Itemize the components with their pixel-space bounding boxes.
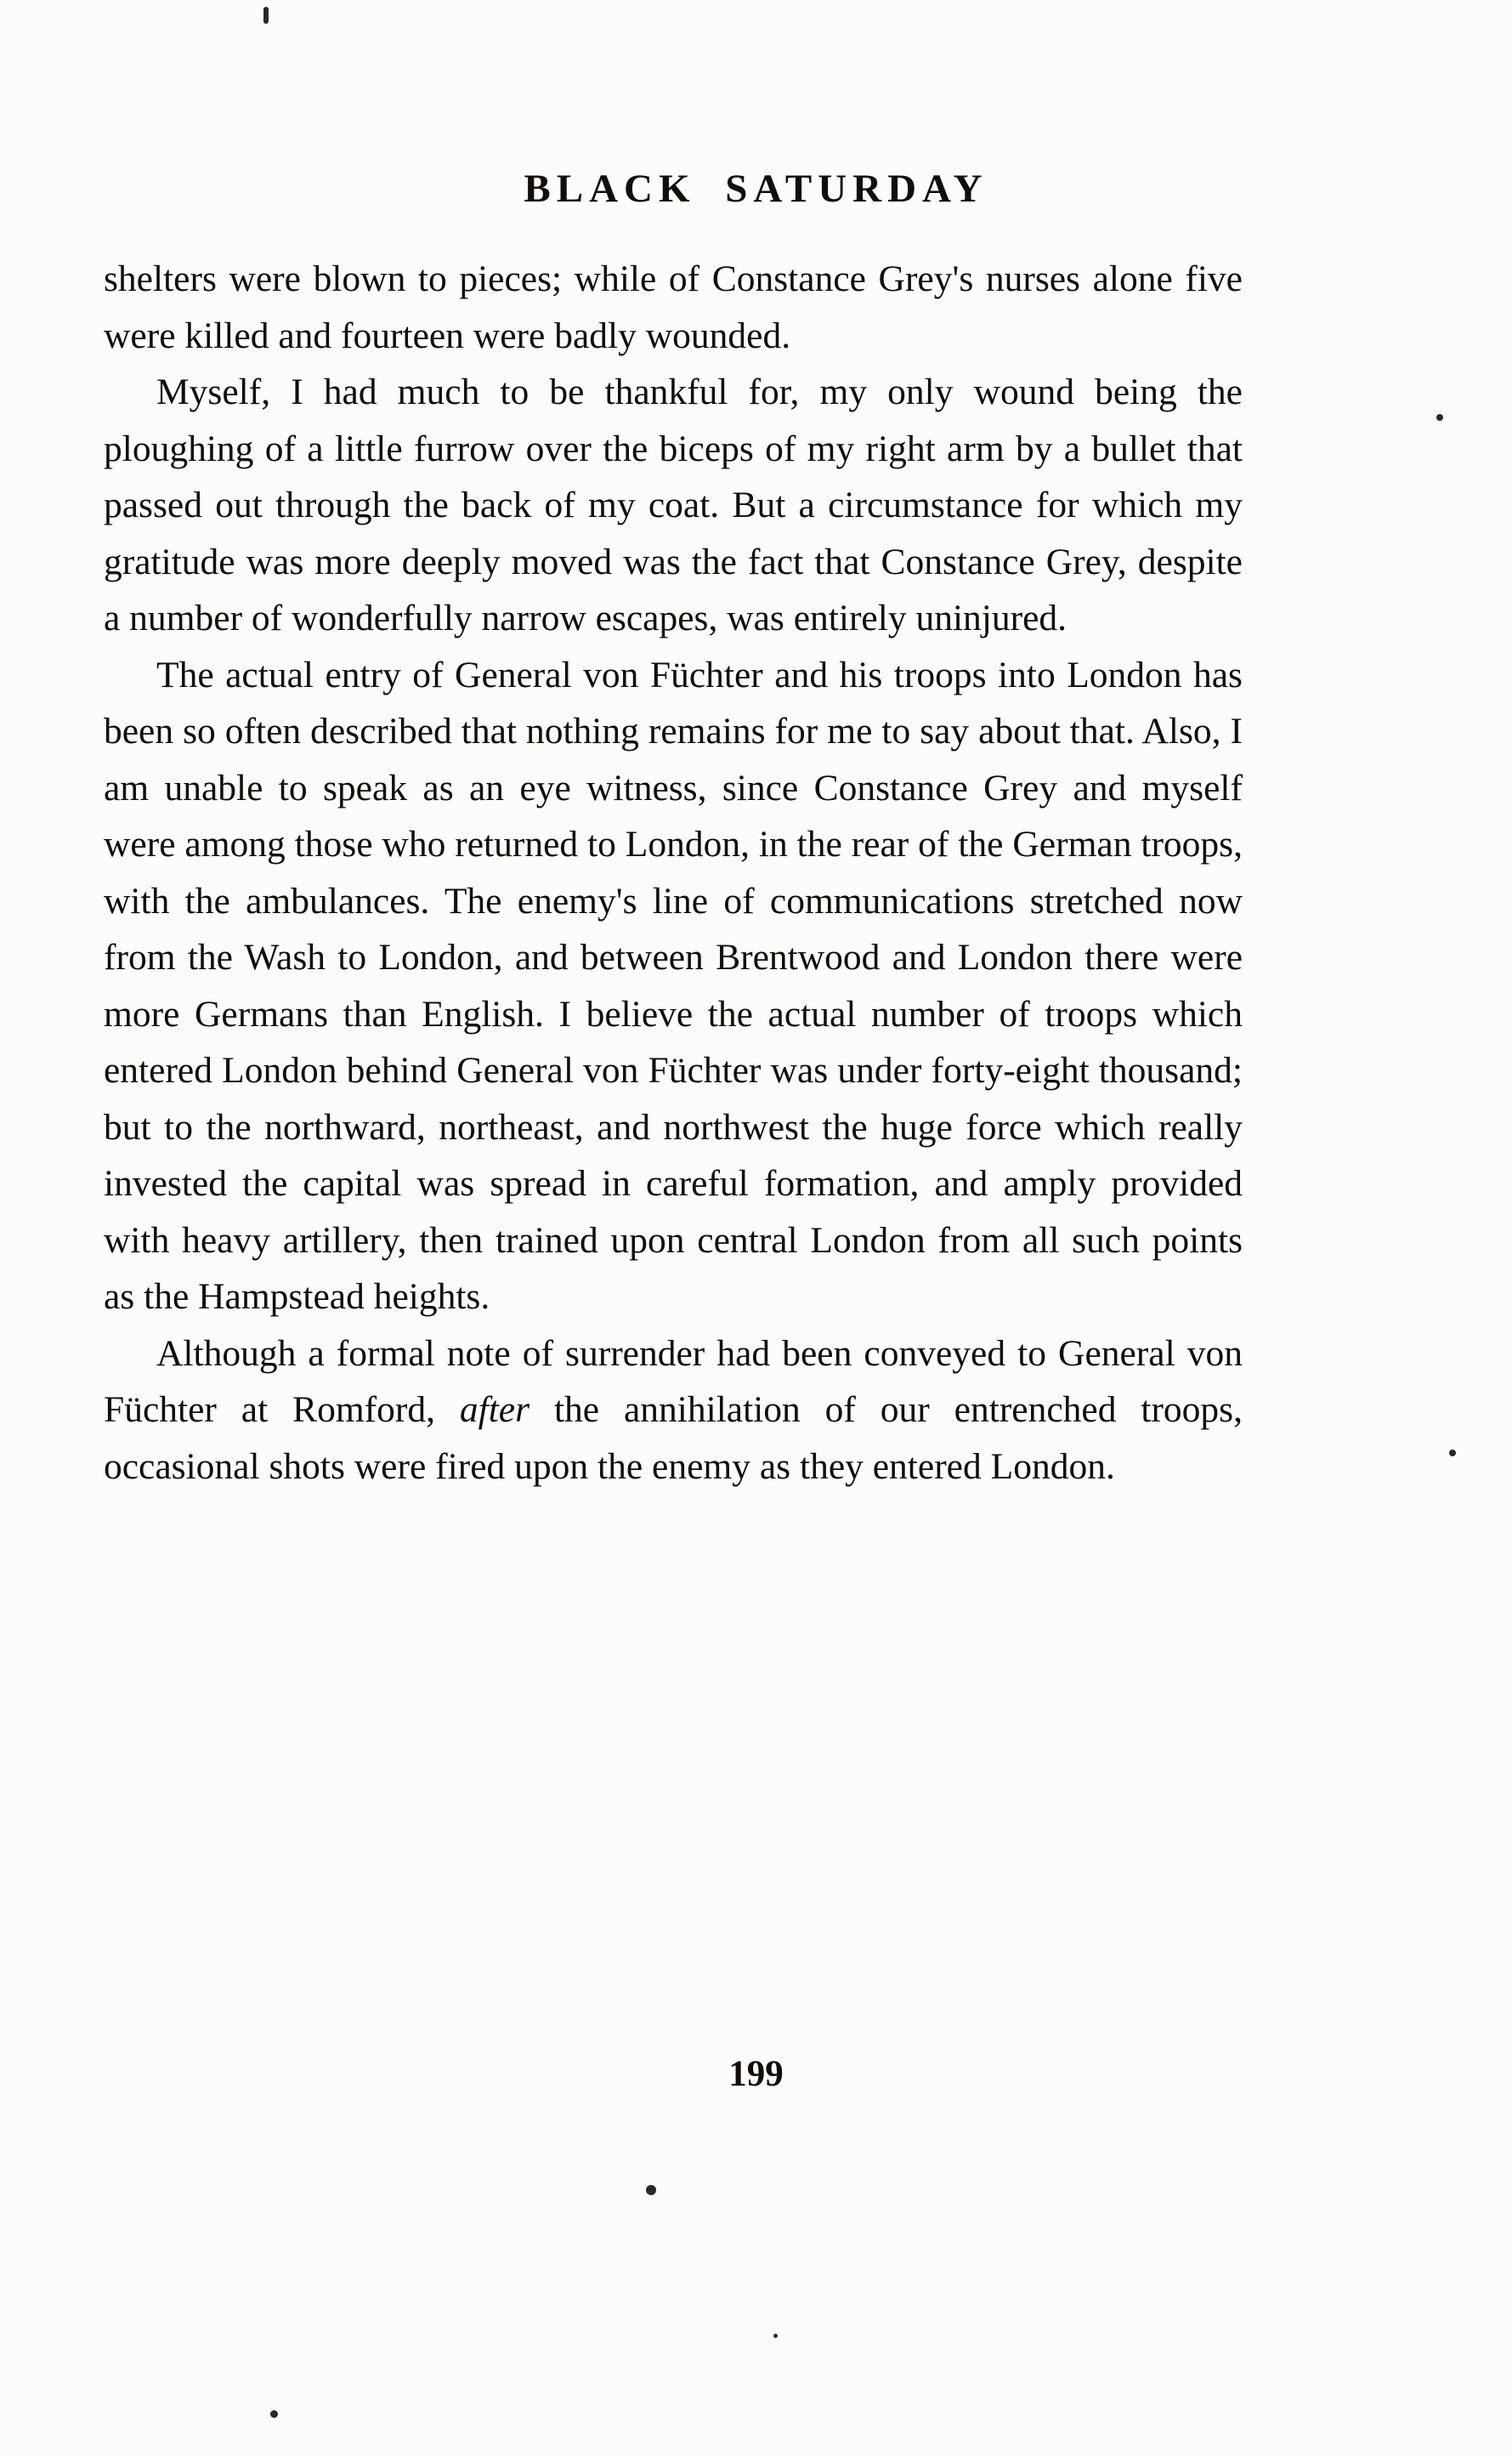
paragraph-4 bbox=[104, 1325, 1243, 1495]
paragraph-4-part-1: Although a formal note of surrender had been conveyed to General von Füchter at Romford, bbox=[104, 1332, 1243, 1430]
paragraph-2: Myself, I had much to be thankful for, my only wound being the ploughing of a little furrow over the biceps of my right arm by a bullet that passed out through the back of my coat. But a circumstance for which my gratitude was more deeply moved was the fact that Constance Grey, despite a number of wonderfully narrow escapes, was entirely uninjured. bbox=[104, 372, 1243, 638]
paragraph-4-italic: after bbox=[459, 1389, 530, 1430]
page-speckle bbox=[773, 2334, 778, 2338]
paragraph-3: The actual entry of General von Füchter and his troops into London has been so often described that nothing remains for me to say about that. Also, I am unable to speak as an eye witness, since Constance Grey and myself were among those who returned to London, in the rear of the German troops, with the ambulances. The enemy's line of communications stretched now from the Wash to London, and between Brentwood and London there were more Germans than English. I believe the actual number of troops which entered London behind General von Füchter was under forty-eight thousand; but to the northward, northeast, and northwest the huge force which really invested the capital was spread in careful formation, and amply provided with heavy artillery, then trained upon central London from all such points as the Hampstead heights. bbox=[104, 654, 1243, 1317]
running-head: BLACK SATURDAY bbox=[524, 167, 988, 211]
page-speckle bbox=[263, 7, 269, 24]
paragraph-1: shelters were blown to pieces; while of Constance Grey's nurses alone five were killed and fourteen were badly wounded. bbox=[104, 258, 1243, 356]
paragraph-4-part-2: the annihilation of our entrenched troops, occasional shots were fired upon the enemy as they entered London. bbox=[104, 1389, 1243, 1487]
page-speckle bbox=[270, 2410, 278, 2418]
page-speckle bbox=[1436, 414, 1443, 421]
page-speckle bbox=[1449, 1450, 1456, 1456]
page-speckle bbox=[646, 2185, 656, 2195]
body-text bbox=[104, 251, 1243, 1495]
page-number: 199 bbox=[728, 2054, 784, 2094]
